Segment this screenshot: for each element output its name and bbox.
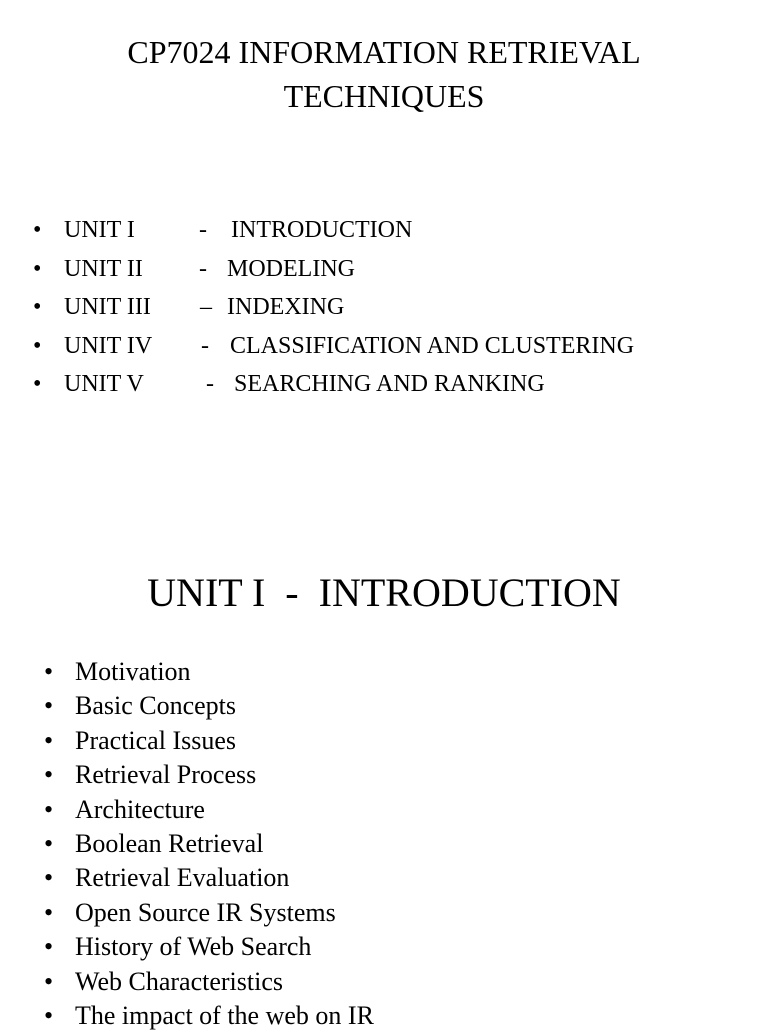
bullet-icon: • [33, 255, 42, 282]
unit-1-title: UNIT I - INTRODUCTION [147, 570, 621, 615]
bullet-icon: • [44, 725, 54, 755]
unit-separator: - [199, 217, 207, 243]
bullet-icon: • [44, 1000, 54, 1030]
bullet-icon: • [44, 657, 54, 686]
topic-label: Motivation [75, 657, 191, 686]
bullet-icon: • [44, 932, 54, 962]
topic-label: Practical Issues [75, 725, 237, 755]
bullet-icon: • [44, 966, 54, 996]
bullet-icon: • [44, 691, 54, 721]
unit-label: UNIT III [64, 294, 151, 320]
unit-label: UNIT II [64, 255, 143, 282]
unit-topic: INTRODUCTION [231, 217, 413, 243]
topic-label: Retrieval Evaluation [75, 863, 290, 893]
unit-topic: MODELING [227, 255, 355, 282]
slide-course-units [0, 0, 768, 512]
bullet-icon: • [33, 332, 42, 359]
course-title-line1: CP7024 INFORMATION RETRIEVAL [127, 34, 641, 70]
bullet-icon: • [33, 217, 42, 243]
topic-label: Open Source IR Systems [75, 897, 336, 927]
unit-separator: – [200, 294, 212, 320]
course-title-line2: TECHNIQUES [283, 78, 485, 114]
unit-separator: - [201, 332, 209, 359]
topic-label: Web Characteristics [75, 966, 283, 996]
unit-topic: CLASSIFICATION AND CLUSTERING [230, 332, 635, 359]
topic-label: Boolean Retrieval [75, 828, 264, 858]
topic-label: Basic Concepts [75, 691, 237, 721]
bullet-icon: • [44, 760, 54, 790]
topic-label: History of Web Search [75, 932, 312, 962]
unit-separator: - [199, 255, 207, 282]
unit-label: UNIT IV [64, 332, 153, 359]
bullet-icon: • [44, 863, 54, 893]
bullet-icon: • [44, 828, 54, 858]
bullet-icon: • [44, 897, 54, 927]
unit-topic: INDEXING [227, 294, 345, 320]
unit-label: UNIT I [64, 217, 135, 243]
topic-label: The impact of the web on IR [75, 1000, 374, 1030]
bullet-icon: • [44, 794, 54, 824]
topic-label: Architecture [75, 794, 205, 824]
course-title [0, 30, 768, 118]
topic-label: Retrieval Process [75, 760, 257, 790]
unit-topic: SEARCHING AND RANKING [234, 371, 545, 397]
unit-separator: - [206, 371, 214, 397]
unit-label: UNIT V [64, 371, 144, 397]
bullet-icon: • [33, 371, 42, 397]
bullet-icon: • [33, 294, 42, 320]
